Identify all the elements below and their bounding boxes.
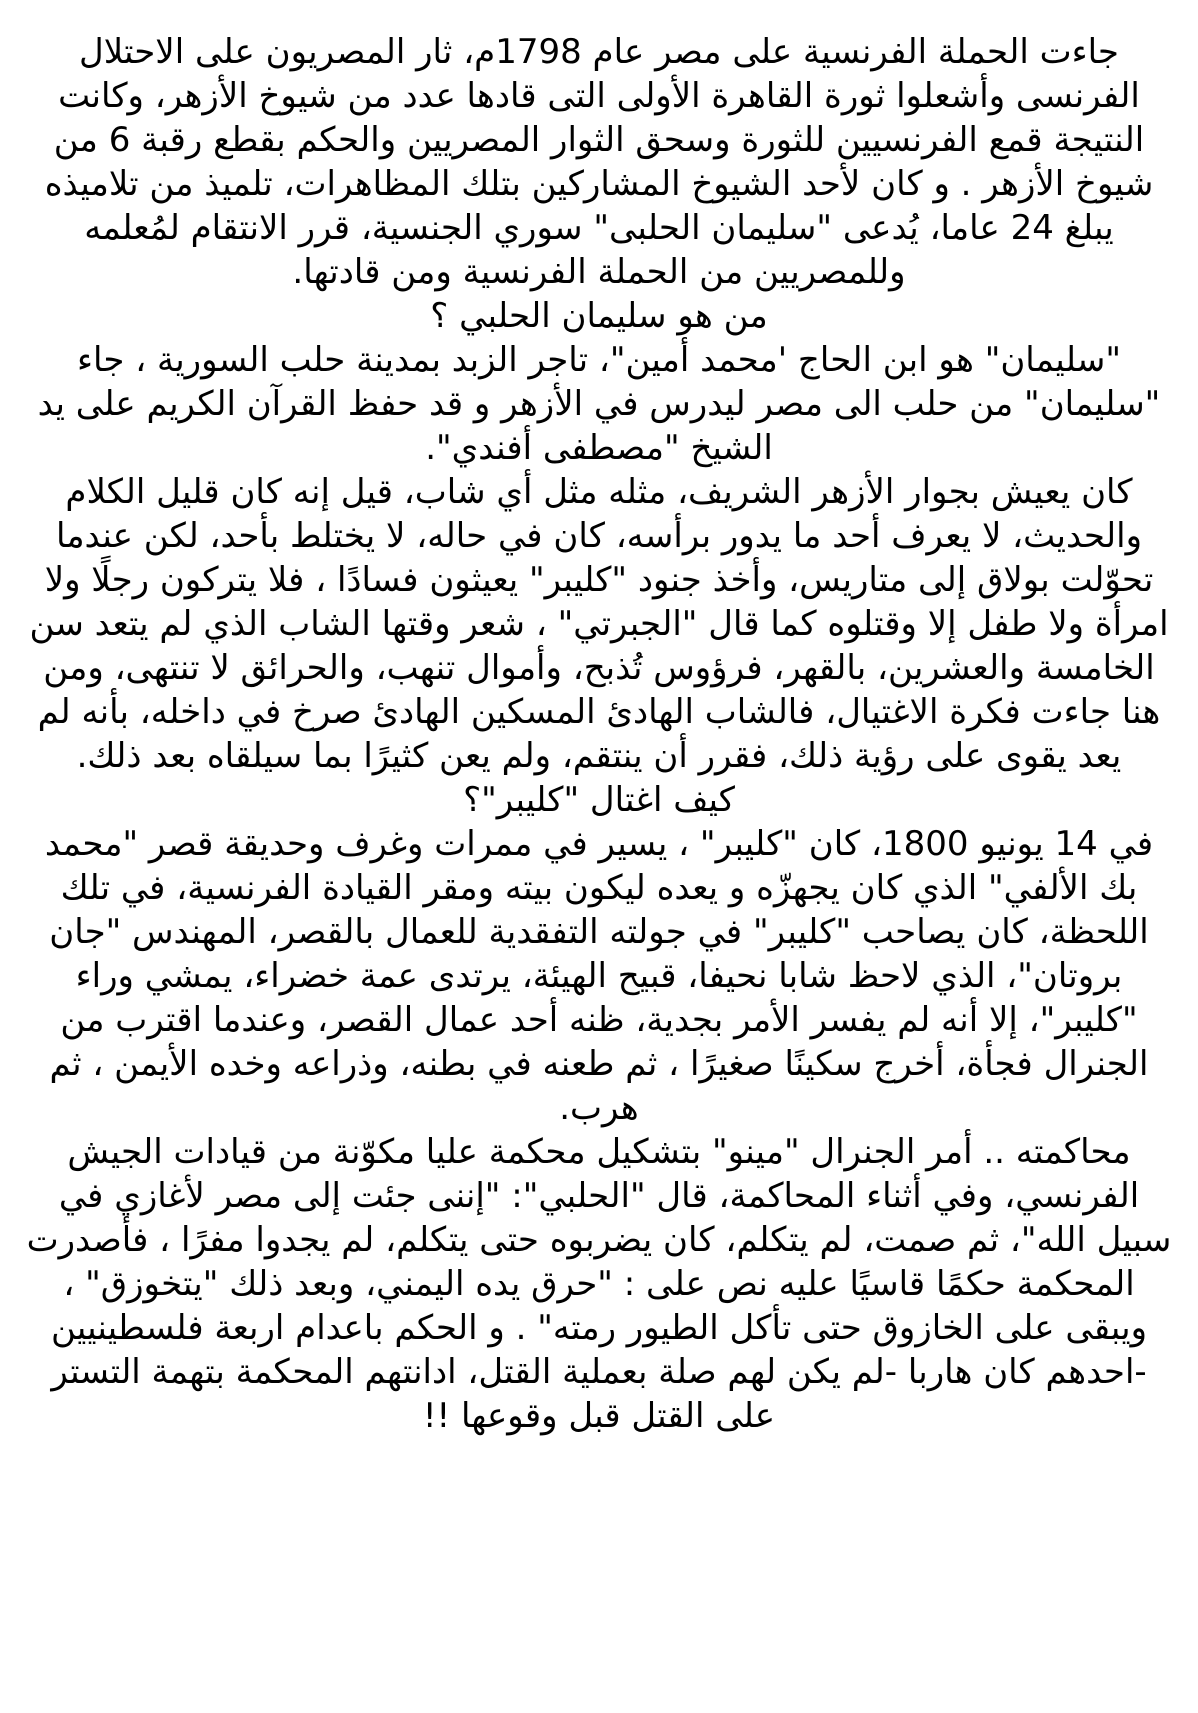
paragraph-life-near-azhar: كان يعيش بجوار الأزهر الشريف، مثله مثل أي شاب، قيل إنه كان قليل الكلام والحديث، لا يعرف أحد ما يدور برأسه، كان في حاله، لا يختلط بأحد، لكن عندما تحوّلت بولاق إلى متاريس، وأخذ جنود "كليبر" يعيثون فسادًا ، فلا يتركون رجلًا ولا امرأة ولا طفل إلا وقتلوه كما قال "الجبرتي" ، شعر وقتها الشاب الذي لم يتعد سن الخامسة والعشرين، بالقهر، فرؤوس تُذبح، وأموال تنهب، والحرائق لا تنتهى، ومن هنا جاءت فكرة الاغتيال، فالشاب الهادئ المسكين الهادئ صرخ في داخله، بأنه لم يعد يقوى على رؤية ذلك، فقرر أن ينتقم، ولم يعن كثيرًا بما سيلقاه بعد ذلك. xyxy=(29,472,1169,776)
document-page xyxy=(24,30,1174,1695)
paragraph-french-campaign: جاءت الحملة الفرنسية على مصر عام 1798م، ثار المصريون على الاحتلال الفرنسى وأشعلوا ثورة القاهرة الأولى التى قادها عدد من شيوخ الأزهر، وكانت النتيجة قمع الفرنسيين للثورة وسحق الثوار المصريين والحكم بقطع رقبة 6 من شيوخ الأزهر . و كان لأحد الشيوخ المشاركين بتلك المظاهرات، تلميذ من تلاميذه يبلغ 24 عاما، يُدعى "سليمان الحلبى" سوري الجنسية، قرر الانتقام لمُعلمه وللمصريين من الحملة الفرنسية ومن قادتها. xyxy=(44,32,1154,292)
paragraph-assassination: في 14 يونيو 1800، كان "كليبر" ، يسير في ممرات وغرف وحديقة قصر "محمد بك الألفي" الذي كان يجهزّه و يعده ليكون بيته ومقر القيادة الفرنسية، في تلك اللحظة، كان يصاحب "كليبر" في جولته التفقدية للعمال بالقصر، المهندس "جان بروتان"، الذي لاحظ شابا نحيفا، قبيح الهيئة، يرتدى عمة خضراء، يمشي وراء "كليبر"، إلا أنه لم يفسر الأمر بجدية، ظنه أحد عمال القصر، وعندما اقترب من الجنرال فجأة، أخرج سكينًا صغيرًا ، ثم طعنه في بطنه، وذراعه وخده الأيمن ، ثم هرب. xyxy=(44,824,1154,1128)
paragraph-trial: محاكمته .. أمر الجنرال "مينو" بتشكيل محكمة عليا مكوّنة من قيادات الجيش الفرنسي، وفي أثناء المحاكمة، قال "الحلبي": "إننى جئت إلى مصر لأغازي في سبيل الله"، ثم صمت، لم يتكلم، كان يضربوه حتى يتكلم، لم يجدوا مفرًا ، فأصدرت المحكمة حكمًا قاسيًا عليه نص على : "حرق يده اليمني، وبعد ذلك "يتخوزق" ، ويبقى على الخازوق حتى تأكل الطيور رمته" . و الحكم باعدام اربعة فلسطينيين -احدهم كان هاربا -لم يكن لهم صلة بعملية القتل، ادانتهم المحكمة بتهمة التستر على القتل قبل وقوعها !! xyxy=(26,1132,1172,1436)
heading-who-is-suleiman: من هو سليمان الحلبي ؟ xyxy=(430,296,768,336)
paragraph-suleiman-origin: "سليمان" هو ابن الحاج 'محمد أمين"، تاجر الزبد بمدينة حلب السورية ، جاء "سليمان" من حلب الى مصر ليدرس في الأزهر و قد حفظ القرآن الكريم على يد الشيخ "مصطفى أفندي". xyxy=(37,340,1161,468)
heading-how-kleber-killed: كيف اغتال "كليبر"؟ xyxy=(463,780,735,820)
